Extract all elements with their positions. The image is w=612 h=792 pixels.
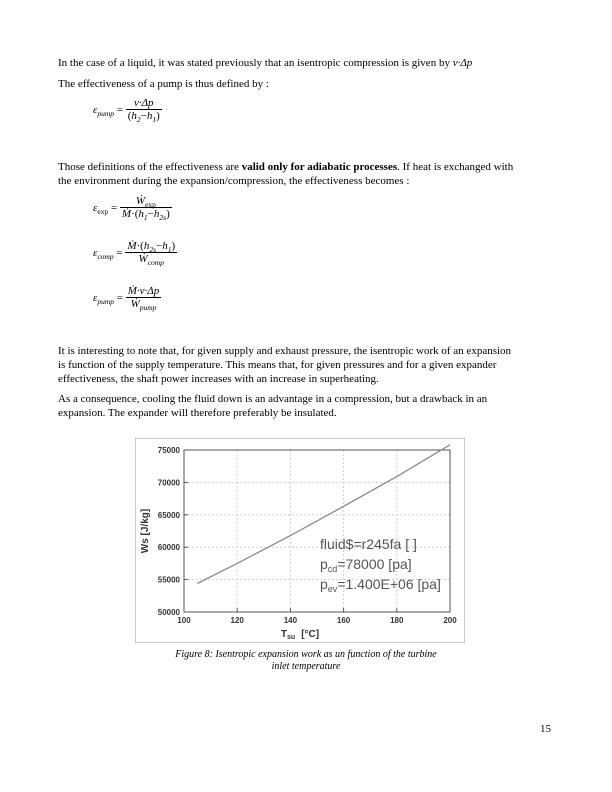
w-dot-symbol: Ẇ <box>135 195 145 207</box>
annotation-fluid: fluid$=r245fa [ ] <box>320 536 417 552</box>
equals-sign: = <box>116 291 123 304</box>
x-tick-label: 100 <box>177 616 191 625</box>
para2-text: Those definitions of the effectiveness are <box>58 161 239 173</box>
epsilon-symbol: ε <box>93 201 98 214</box>
sub-pump: pump <box>97 108 115 118</box>
intro-text: In the case of a liquid, it was stated previously that an isentropic compression is given by <box>58 57 450 69</box>
annotation-pev: $p_{ev}=1.400E+06$ [pa] <box>320 576 441 594</box>
minus-sign: − <box>140 110 147 122</box>
x-axis-label: $T_{su}$ [°C] <box>280 629 320 641</box>
eq1-numerator: v·Δp <box>126 97 162 110</box>
sub-comp: comp <box>97 251 114 261</box>
y-tick-label: 55000 <box>157 575 180 585</box>
minus-sign: − <box>147 208 154 220</box>
sub-1: 1 <box>152 115 157 124</box>
isentropic-paragraph-line1: It is interesting to note that, for given supply and exhaust pressure, the isentropic work of an expansion <box>58 345 512 357</box>
equation-pump-effectiveness-nonadiabatic <box>93 285 161 310</box>
paren-right: ) <box>171 240 176 252</box>
sub-1: 1 <box>143 213 148 222</box>
y-tick-label: 60000 <box>157 543 180 553</box>
intro-math: v·Δp <box>452 57 473 69</box>
caption-line-2: inlet temperature <box>271 661 341 672</box>
epsilon-symbol: ε <box>93 291 98 304</box>
minus-sign: − <box>156 240 163 252</box>
h-symbol: h <box>131 110 137 122</box>
equation-expander-effectiveness <box>93 195 172 220</box>
isentropic-paragraph-line3: effectiveness, the shaft power increases with an increase in superheating. <box>58 373 379 385</box>
x-tick-label: 120 <box>230 616 244 625</box>
m-dot-symbol: Ṁ <box>121 208 132 220</box>
w-dot-symbol: Ẇ <box>138 253 148 265</box>
equals-sign: = <box>116 246 123 259</box>
paren-right: ) <box>156 110 160 122</box>
figure-caption <box>130 649 482 673</box>
para2-text-end: . If heat is exchanged with <box>397 161 514 173</box>
y-tick-label: 50000 <box>157 608 180 617</box>
paren-left: ( <box>134 208 139 220</box>
epsilon-symbol: ε <box>93 246 98 259</box>
h-symbol: h <box>162 240 168 252</box>
h-symbol: h <box>143 240 150 252</box>
x-tick-label: 180 <box>390 616 404 625</box>
y-axis-label: Ws [J/kg] <box>140 508 151 554</box>
equation-compressor-effectiveness <box>93 240 177 265</box>
sub-2: 2 <box>136 115 141 124</box>
paren-left: ( <box>140 240 144 252</box>
m-dot-symbol: Ṁ <box>127 240 137 252</box>
paren-left: ( <box>127 110 132 122</box>
equation-pump-effectiveness <box>93 97 162 122</box>
consequence-paragraph-line2: expansion. The expander will therefore preferably be insulated. <box>58 407 337 419</box>
sub-1: 1 <box>167 245 172 254</box>
h-symbol: h <box>153 208 160 220</box>
pump-intro-line: The effectiveness of a pump is thus defined by : <box>58 78 269 90</box>
adiabatic-paragraph-line1 <box>58 161 513 174</box>
eq4-numerator: Ṁ·v·Δp <box>127 285 160 297</box>
sub-exp: exp <box>97 206 109 216</box>
sub-pump: pump <box>97 296 115 306</box>
intro-line <box>58 57 472 70</box>
y-tick-label: 70000 <box>157 478 180 488</box>
dot-operator: · <box>131 208 135 220</box>
para2-bold: valid only for adiabatic processes <box>241 161 398 173</box>
dot-operator: · <box>136 240 141 252</box>
paren-right: ) <box>166 208 170 220</box>
sub-2s: 2s <box>159 213 167 222</box>
isentropic-work-chart <box>135 438 465 643</box>
sub-comp: comp <box>147 258 164 267</box>
sub-exp: exp <box>144 200 156 209</box>
epsilon-symbol: ε <box>93 103 98 116</box>
caption-line-1: Figure 8: Isentropic expansion work as un function of the turbine <box>175 649 437 660</box>
annotation-pcd: $p_{cd}=78000$ [pa] <box>320 556 412 574</box>
h-symbol: h <box>146 110 153 122</box>
x-tick-label: 200 <box>443 616 457 625</box>
equals-sign: = <box>116 103 123 116</box>
page-number: 15 <box>540 723 551 735</box>
sub-2s: 2s <box>149 245 156 254</box>
y-tick-label: 65000 <box>157 510 180 520</box>
x-tick-label: 160 <box>336 616 351 625</box>
w-dot-symbol: Ẇ <box>130 298 140 310</box>
isentropic-paragraph-line2: is function of the supply temperature. This means that, for given pressures and for a given expander <box>58 359 497 371</box>
consequence-paragraph-line1: As a consequence, cooling the fluid down is an advantage in a compression, but a drawback in an <box>58 393 488 405</box>
h-symbol: h <box>138 208 144 220</box>
sub-pump: pump <box>139 303 157 312</box>
equals-sign: = <box>110 201 118 214</box>
y-tick-label: 75000 <box>157 446 180 455</box>
x-tick-label: 140 <box>283 616 298 625</box>
adiabatic-paragraph-line2: the environment during the expansion/compression, the effectiveness becomes : <box>58 175 410 187</box>
